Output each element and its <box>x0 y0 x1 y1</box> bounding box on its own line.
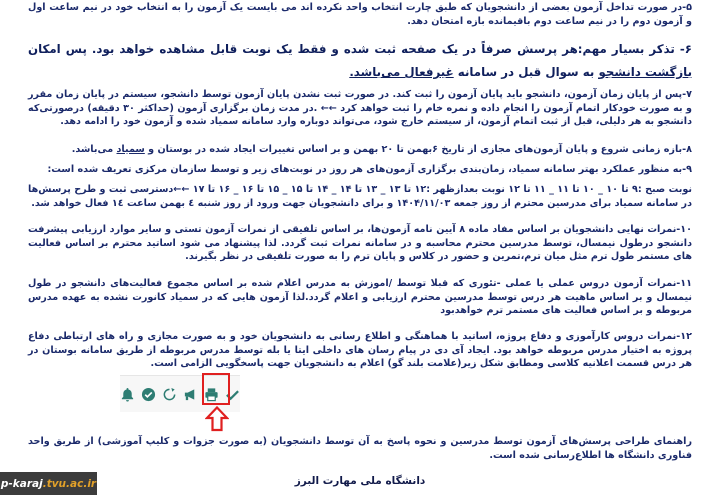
item-12: ۱۲-نمرات دروس کارآموزی و دفاع پروژه، اساتید با هماهنگی و اطلاع رسانی به دانشجویان خود و به صورت مجازی و راه های ارتباطی دفاع پروژه به اختیار مدرس مربوطه خواهد بود. ایجاد آی دی در پیام رسان های داخلی ایتا یا بله توسط مدرس مربوطه از طریق سامانه بوستان در هر درس قسمت اعلانیه کلاسی ومطابق شکل زیر(علامت بلند گو) اعلام به دانشجویان جهت پاسخگویی الزامی است. <box>28 331 692 369</box>
item-6-important-notice <box>28 38 692 84</box>
item-8-text-a: ۸-بازه زمانی شروع و پایان آزمون‌های مجازی از تاریخ ۶بهمن تا ۲۰ بهمن و بر اساس تغییرات ایجاد شده در بوستان و <box>144 144 692 155</box>
item-11: ۱۱-نمرات آزمون دروس عملی یا عملی -تئوری که قبلا توسط /اموزش به مدرس اعلام شده بر اساس مجموع فعالیت‌های دانشجو در طول نیمسال و بر اساس ماهیت هر درس توسط مدرسین محترم ارزیابی و اعلام گردد.لذا آزمون هایی که در سمیاد کانورت نشده به عهده مدرس مربوطه و بر اساس فعالیت های مستمر ترم خواهدبود <box>28 278 692 316</box>
item-5: ۵-در صورت تداخل آزمون بعضی از دانشجویان که طبق چارت انتخاب واحد نکرده اند می بایست یک آزمون را به انتخاب خود در نیم ساعت اول و آزمون دوم را در نیم ساعت دوم باقیمانده بازه امتحان دهد. <box>28 2 692 27</box>
watermark-domain: .tvu.ac.ir <box>42 477 97 490</box>
item-6-underlined-return: بازگشت دانشجو <box>598 65 692 79</box>
item-8-text-b: می‌باشد. <box>71 144 117 155</box>
item-9-intro: ۹-به منظور عملکرد بهتر سامانه سمیاد، زمان‌بندی برگزاری آزمون‌های هر روز در نوبت‌های زیر و توسط سازمان مرکزی تعریف شده است: <box>47 164 692 175</box>
item-9-schedule: نوبت صبح :۹ تا ۱۰ _ ۱۰ تا ۱۱ _ ۱۱ تا ۱۲ نوبت بعدازظهر :۱۲ تا ۱۳ _ ۱۳ تا ۱۴ _ ۱۴ تا ۱۵ _ ۱۵ تا ۱۶ _ ۱۶ تا ۱۷ ←←دسترسی ثبت و طرح پرسش‌ها در سامانه سمیاد برای مدرسین محترم از روز جمعه ۱۴۰۴/۱۱/۰۳ و برای دانشجویان جهت ورود از روز شنبه ٤ بهمن ساعت ١٤ فعال خواهد شد. <box>28 184 692 209</box>
item-7: ۷-پس از پایان زمان آزمون، دانشجو باید پایان آزمون را ثبت کند. در صورت ثبت نشدن پایان آزمون توسط دانشجو، سیستم در پایان زمان مقرر و به صورت خودکار اتمام آزمون را انجام داده و نمره خام را ثبت خواهد کرد ←← .در مدت زمان برگزاری آزمون (حداکثر ۳۰ دقیقه) درصورتی‌که دانشجو به هر دلیلی، قبل از ثبت اتمام آزمون، از سیستم خارج شود، می‌تواند دوباره وارد سامانه سمیاد شده و آزمون خود را ادامه دهد. <box>28 89 692 127</box>
bell-icon[interactable] <box>120 386 135 402</box>
item-10: ۱۰-نمرات نهایی دانشجویان بر اساس مفاد ماده ۸ آیین نامه آزمون‌ها، بر اساس تلفیقی از نمرات آزمون تستی و سایر موارد ارزیابی پیشرفت دانشجو درطول نیمسال، توسط مدرسین محترم محاسبه و در سامانه نمرات ثبت گردد. لذا پیشنهاد می شود اساتید محترم بر اساس فعالیت های مستمر طول ترم مثل میان ترم،تمرین و حضور در کلاس و پایان ترم را به صورت تلفیقی در نظر بگیرند. <box>28 224 693 262</box>
watermark-subdomain: p-karaj <box>0 477 43 490</box>
site-watermark <box>0 472 97 495</box>
item-6-text-b: به سوال قبل در سامانه <box>453 65 599 79</box>
refresh-icon[interactable] <box>162 386 177 402</box>
item-6-underlined-disabled: غیرفعال می‌باشد. <box>349 65 454 79</box>
item-8-underlined-samyad: سمیاد <box>116 144 145 155</box>
university-name: دانشگاه ملی مهارت البرز <box>294 475 426 487</box>
check-circle-icon[interactable] <box>141 386 156 402</box>
megaphone-icon[interactable] <box>183 386 198 402</box>
megaphone-highlight-box <box>202 373 230 405</box>
up-arrow-indicator-icon <box>205 406 229 432</box>
item-6-text-a: ۶- تذکر بسیار مهم:هر پرسش صرفاً در یک صفحه ثبت شده و فقط یک نوبت قابل مشاهده خواهد بود. پس امکان <box>28 42 692 56</box>
guide-notice: راهنمای طراحی پرسش‌های آزمون توسط مدرسین و نحوه پاسخ به آن توسط دانشجویان (به صورت جزوات و کلیپ آموزشی) از طریق واحد فناوری دانشگاه ها اطلاع‌رسانی شده است. <box>28 436 692 461</box>
item-8 <box>28 143 692 157</box>
